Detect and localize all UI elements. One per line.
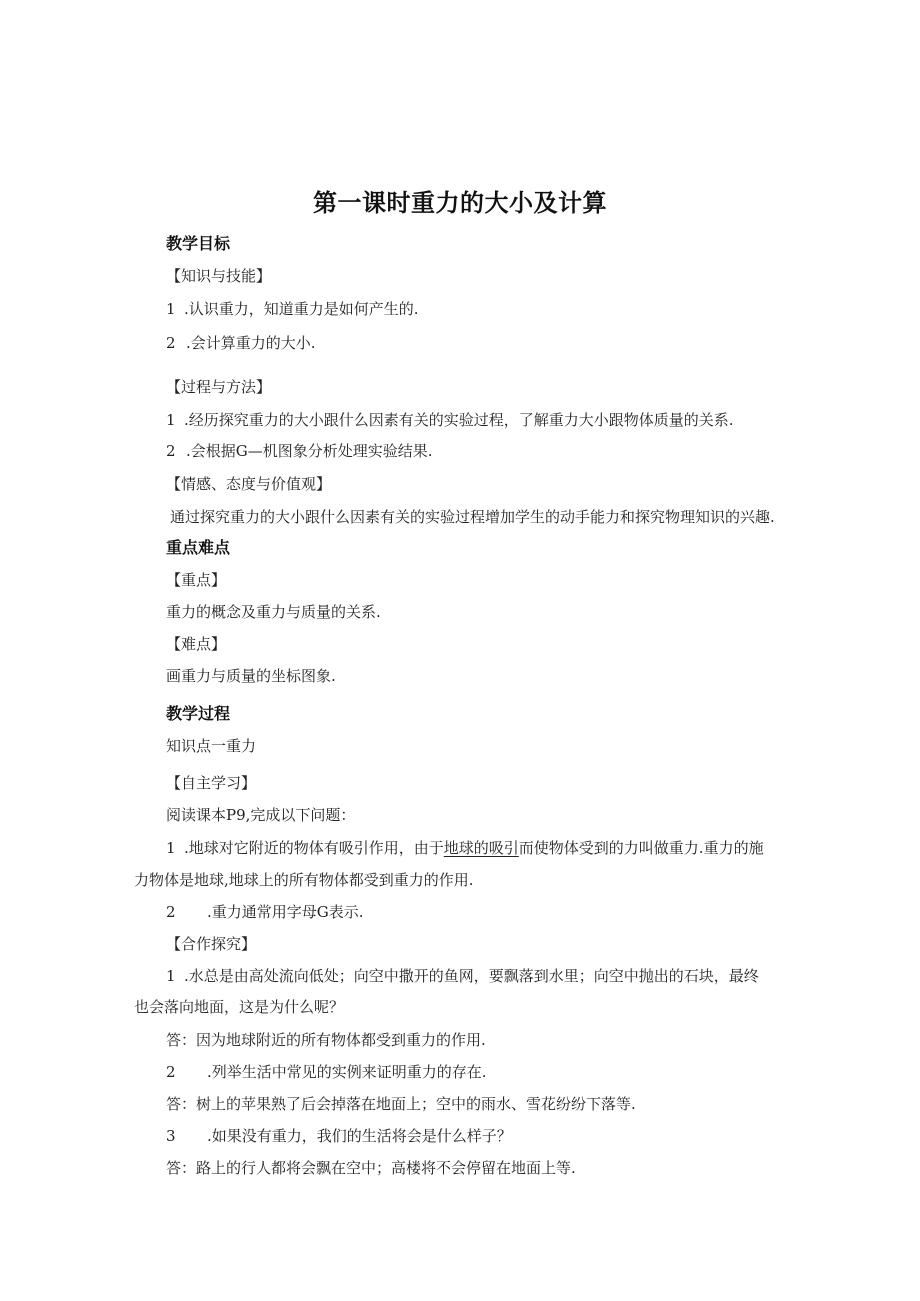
inquiry-question-1-continued: 也会落向地面，这是为什么呢？ <box>134 998 345 1016</box>
item-number: 1 <box>166 411 176 429</box>
inquiry-answer-3: 答：路上的行人都将会飘在空中；高楼将不会停留在地面上等. <box>166 1159 576 1177</box>
item-text: .如果没有重力，我们的生活将会是什么样子？ <box>207 1127 512 1145</box>
item-number: 2 <box>166 1063 176 1081</box>
item-text: .会根据G—机图象分析处理实验结果. <box>186 442 433 460</box>
key-point-label: 【重点】 <box>166 571 227 589</box>
self-study-question-2 <box>166 902 364 922</box>
page-title: 第一课时重力的大小及计算 <box>313 189 607 217</box>
emotion-attitude-text: 通过探究重力的大小跟什么因素有关的实验过程增加学生的动手能力和探究物理知识的兴趣. <box>170 508 775 526</box>
knowledge-skills-label: 【知识与技能】 <box>166 267 272 285</box>
process-method-label: 【过程与方法】 <box>166 378 272 396</box>
item-text: .水总是由高处流向低处；向空中撒开的鱼网，要飘落到水里；向空中抛出的石块，最终 <box>184 967 759 985</box>
item-number: 1 <box>166 967 176 985</box>
process-item-2 <box>166 441 433 461</box>
section-heading-teaching-goals: 教学目标 <box>166 234 231 253</box>
item-text: .会计算重力的大小. <box>186 334 316 352</box>
item-number: 2 <box>166 903 176 921</box>
difficult-point-text: 画重力与质量的坐标图象. <box>166 667 336 685</box>
item-number: 2 <box>166 442 176 460</box>
question-text-before-blank: .地球对它附近的物体有吸引作用，由于 <box>184 839 444 857</box>
item-text: .经历探究重力的大小跟什么因素有关的实验过程，了解重力大小跟物体质量的关系. <box>184 411 734 429</box>
inquiry-question-2 <box>166 1062 487 1082</box>
knowledge-item-1 <box>166 299 419 319</box>
inquiry-question-3 <box>166 1126 512 1146</box>
section-heading-teaching-process: 教学过程 <box>166 704 231 723</box>
fill-in-answer: 地球的吸引 <box>443 839 519 857</box>
item-number: 2 <box>166 334 176 352</box>
inquiry-answer-1: 答：因为地球附近的所有物体都受到重力的作用. <box>166 1031 486 1049</box>
item-number: 1 <box>166 839 176 857</box>
item-number: 3 <box>166 1127 176 1145</box>
self-study-question-1 <box>166 838 764 858</box>
self-study-question-1-continued: 力物体是地球,地球上的所有物体都受到重力的作用. <box>134 871 474 889</box>
inquiry-question-1 <box>166 966 759 986</box>
process-item-1 <box>166 410 734 430</box>
cooperative-inquiry-label: 【合作探究】 <box>166 935 257 953</box>
section-heading-key-difficult: 重点难点 <box>166 538 231 557</box>
emotion-attitude-label: 【情感、态度与价值观】 <box>166 475 332 493</box>
item-number: 1 <box>166 300 176 318</box>
item-text: .认识重力，知道重力是如何产生的. <box>184 300 419 318</box>
difficult-point-label: 【难点】 <box>166 635 227 653</box>
knowledge-item-2 <box>166 333 316 353</box>
inquiry-answer-2: 答：树上的苹果熟了后会掉落在地面上；空中的雨水、雪花纷纷下落等. <box>166 1095 636 1113</box>
self-study-intro: 阅读课本P9,完成以下问题： <box>166 806 356 824</box>
key-point-text: 重力的概念及重力与质量的关系. <box>166 603 381 621</box>
self-study-label: 【自主学习】 <box>166 774 257 792</box>
knowledge-point-title: 知识点一重力 <box>166 737 257 755</box>
item-text: .列举生活中常见的实例来证明重力的存在. <box>207 1063 487 1081</box>
question-text-after-blank: 而使物体受到的力叫做重力.重力的施 <box>518 839 764 857</box>
item-text: .重力通常用字母G表示. <box>207 903 364 921</box>
